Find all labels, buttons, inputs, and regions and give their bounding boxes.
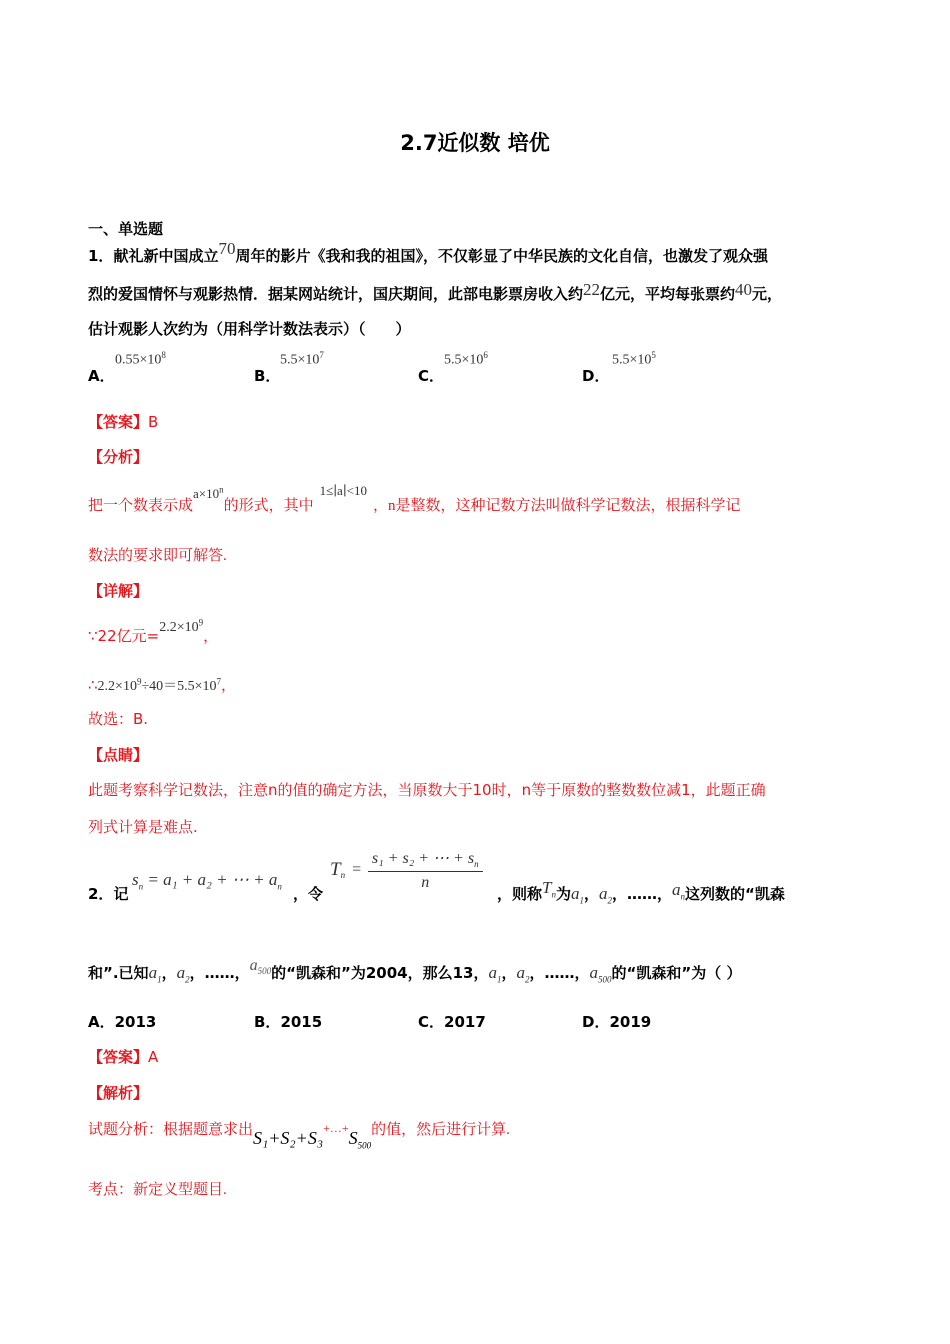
q1-line2-b: 亿元，平均每张票约 — [600, 285, 736, 303]
q2-ji: 记 — [113, 885, 129, 903]
q2-an: $a_n$ — [672, 880, 686, 902]
q2-analysis-math: S₁+S₂+S₃ — [253, 1128, 324, 1148]
q1-option-c-label: C． — [418, 367, 445, 385]
q2-tail: 这列数的“凯森 — [685, 885, 785, 903]
q2-line2-c: 的“凯森和”为（ ） — [611, 964, 742, 982]
q2-analysis-tag: 【解析】 — [88, 1084, 149, 1102]
q1-line3: 估计观影人次约为（用科学计数法表示）（ ） — [88, 320, 411, 338]
q2-kaodian: 考点：新定义型题目. — [88, 1182, 227, 1198]
q2-line2-b: 的“凯森和”为2004，那么13， — [271, 964, 489, 982]
q2-tn-ref: $T_n$ — [542, 878, 556, 900]
q1-detail-2-math: $2.2\times 10^9\div 40=5.5\times 10^7$ — [97, 676, 222, 694]
q2-line2-a: 和”.已知 — [88, 964, 149, 982]
q1-detail-line2 — [88, 674, 236, 695]
q2-l2-b-a1: $a_1$ — [488, 963, 502, 985]
q1-comment-line2: 列式计算是难点. — [88, 818, 198, 836]
q2-l2-a1: $a_1$ — [148, 963, 162, 985]
q1-detail-2-sym: ∴ — [88, 676, 98, 694]
q1-line2-a: 烈的爱国情怀与观影热情．据某网站统计，国庆期间，此部电影票房收入约 — [88, 285, 584, 303]
q1-option-b-label: B． — [254, 367, 281, 385]
q1-text-b: 周年的影片《我和我的祖国》，不仅彰显了中华民族的文化自信，也激发了观众强 — [235, 247, 768, 265]
q2-option-b: B．2015 — [254, 1013, 323, 1031]
q1-math-40: 40 — [735, 280, 753, 299]
q1-detail-tag: 【详解】 — [88, 582, 149, 600]
q1-comment-line1: 此题考察科学记数法，注意n的值的确定方法，当原数大于10时，n等于原数的整数数位减1，此题正确 — [88, 781, 766, 799]
q1-detail-2-end: ， — [221, 676, 237, 694]
q1-comment-tag: 【点睛】 — [88, 746, 149, 764]
page-title: 2.7近似数 培优 — [400, 131, 550, 155]
section-heading: 一、单选题 — [88, 220, 164, 238]
q2-l2-b-a2: $a_2$ — [516, 963, 530, 985]
q2-a2: $a_2$ — [599, 884, 613, 906]
q2-option-d: D．2019 — [582, 1013, 652, 1031]
q2-line2: 和”.已知$a_1$，$a_2$，……，$a_{500}$的“凯森和”为2004，那么13，$a_1$，$a_2$，……，$a_{500}$的“凯森和”为（ ） — [88, 957, 742, 985]
q2-analysis-a: 试题分析：根据题意求出 — [88, 1122, 254, 1138]
q1-math-22: 22 — [583, 280, 601, 299]
q1-analysis-math1: $a\times 10^n$ — [193, 484, 224, 501]
q2-number: 2． — [88, 885, 114, 903]
q1-answer-value: B — [148, 413, 159, 431]
q1-analysis-b: 的形式，其中 — [223, 498, 314, 514]
q1-text-a: 献礼新中国成立 — [113, 247, 219, 265]
q1-analysis-c: ，n是整数，这种记数方法叫做科学记数法，根据科学记 — [372, 498, 741, 514]
q2-answer — [88, 1046, 158, 1067]
q1-analysis-line2: 数法的要求即可解答. — [88, 548, 227, 564]
q1-option-a-label: A． — [88, 367, 115, 385]
q1-option-d-label: D． — [582, 367, 610, 385]
q1-option-c-value: $5.5\times 10^6$ — [444, 350, 488, 368]
q2-number-ji — [88, 883, 128, 904]
q2-analysis-plus: +…+ — [323, 1121, 349, 1135]
q1-option-b-value: $5.5\times 10^7$ — [280, 350, 324, 368]
q2-l2-a2: $a_2$ — [176, 963, 190, 985]
q1-detail-1-end: ， — [203, 627, 219, 645]
q2-ling: ，令 — [293, 885, 324, 903]
q2-analysis-b: 的值，然后进行计算. — [371, 1122, 510, 1138]
q1-line1 — [88, 239, 768, 266]
q1-detail-line3: 故选：B. — [88, 710, 149, 728]
q2-answer-tag: 【答案】 — [88, 1048, 149, 1066]
q2-l2-a500: $a_{500}$ — [249, 957, 272, 977]
q1-analysis-tag: 【分析】 — [88, 448, 149, 466]
q1-detail-1-math: $2.2\times 10^9$ — [159, 617, 204, 635]
q1-analysis-math2: 1≤∣a∣<10 — [319, 483, 367, 498]
q2-option-c: C．2017 — [418, 1013, 486, 1031]
q2-a1: $a_1$ — [571, 884, 584, 906]
q2-analysis-line — [88, 1118, 510, 1151]
q2-option-a: A．2013 — [88, 1013, 157, 1031]
q2-tn-definition: $T_n$ = $\frac{s_1 + s_2 + \cdots + s_n}{n}$ — [330, 848, 483, 892]
q1-answer-tag: 【答案】 — [88, 413, 149, 431]
q2-answer-value: A — [148, 1048, 159, 1066]
q2-analysis-s500: $S_{500}$ — [348, 1128, 372, 1151]
q1-detail-line1 — [88, 617, 219, 646]
q2-sn-definition: $s_n = a_1 + a_2$ + ⋯ + $a_n$ — [132, 870, 282, 892]
q2-l2-b-a500: $a_{500}$ — [589, 963, 612, 985]
q1-number: 1． — [88, 247, 114, 265]
q1-line2 — [88, 280, 783, 304]
q2-line1-tail: ，则称$T_n$为$a_1$，$a_2$，……，$a_n$这列数的“凯森 — [497, 878, 785, 906]
q1-analysis-line1 — [88, 483, 741, 515]
q2-wei: 为 — [555, 885, 571, 903]
q2-zecheng: ，则称 — [497, 885, 543, 903]
q1-option-d-value: $5.5\times 10^5$ — [612, 350, 656, 368]
q1-analysis-a: 把一个数表示成 — [88, 498, 194, 514]
q1-option-a-value: $0.55\times 10^8$ — [115, 350, 166, 368]
q1-answer — [88, 411, 158, 432]
q1-detail-1-text: ∵22亿元= — [88, 627, 160, 645]
q1-math-70: 70 — [218, 239, 236, 258]
q1-line2-c: 元， — [752, 285, 783, 303]
